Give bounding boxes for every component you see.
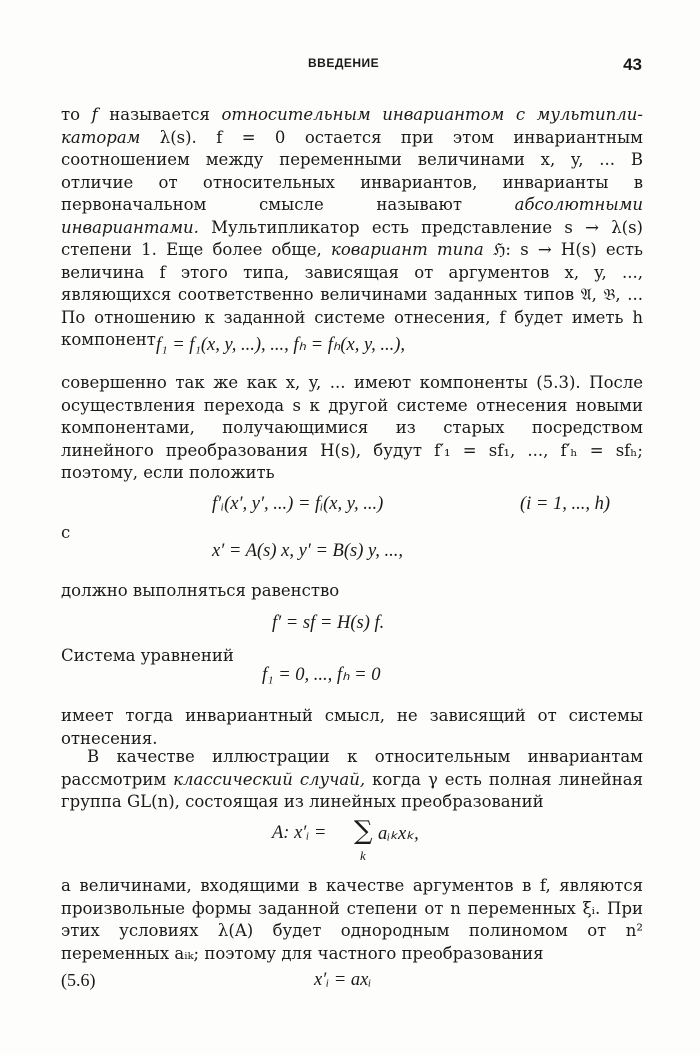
connector-word: с — [61, 523, 71, 542]
equation-system: f₁ = 0, ..., fₕ = 0 — [262, 665, 381, 685]
page-header — [0, 56, 700, 78]
running-head: ВВЕДЕНИЕ — [308, 56, 380, 70]
term-classical-case: классический случай, — [173, 769, 366, 789]
equation-coordinate-change: x′ = A(s) x, y′ = B(s) y, ..., — [212, 541, 403, 561]
paragraph-6: В качестве иллюстрации к относительным инвариантам рассмотрим классический случай, когда γ есть полная линейная группа GL(n), состоящая из линейных преобразований — [61, 747, 643, 811]
summation-symbol: ∑ — [354, 816, 373, 846]
equation-components: f₁ = f₁(x, y, ...), ..., fₕ = fₕ(x, y, ...), — [156, 335, 406, 355]
equation-f-prime: f′ = sf = H(s) f. — [272, 613, 385, 633]
paragraph-5: имеет тогда инвариантный смысл, не зависящий от системы отнесения. — [61, 706, 643, 748]
paragraph-3: должно выполняться равенство — [61, 581, 340, 600]
equation-scaling: x′ᵢ = axᵢ — [314, 970, 372, 990]
summation-index: k — [360, 848, 366, 863]
equation-transform-rule: f′ᵢ(x′, y′, ...) = fᵢ(x, y, ...) — [212, 494, 384, 514]
equation-lhs: A: x′ᵢ = — [272, 823, 327, 843]
paragraph-7: а величинами, входящими в качестве аргументов в f, являются произвольные формы заданной степени от n переменных ξᵢ. При этих условиях λ(A) будет однородным полиномом от n² переменных aᵢₖ; поэтому для частного преобразования — [61, 876, 643, 963]
equation-linear-transform — [272, 816, 472, 870]
term-absolute-invariants: абсолютными инвариантами. — [61, 195, 643, 237]
equation-index-range: (i = 1, ..., h) — [520, 494, 611, 514]
paragraph-1: то f называется относительным инвариантом с мультипли-каторам λ(s). f = 0 остается при этом инвариантным соотношением между переменными величинами x, y, ... В отличие от относительных инвариантов, инварианты в первоначальном смысле называют абсолютными инвариантами. Мультипликатор есть представление s → λ(s) степени 1. Еще более обще, ковариант типа ℌ: s → H(s) есть величина f этого типа, зависящая от аргументов x, y, ..., являющихся соответственно величинами заданных типов 𝔄, 𝔅, ... По отношению к заданной системе отнесения, f будет иметь h компонент — [61, 105, 643, 349]
paragraph-4: Система уравнений — [61, 646, 234, 665]
equation-number: (5.6) — [61, 970, 96, 990]
term-relative-invariant: относительным инвариантом с мультипли-каторам — [61, 105, 643, 147]
equation-rhs: aᵢₖxₖ, — [378, 824, 419, 844]
page-number: 43 — [623, 55, 642, 74]
paragraph-2: совершенно так же как x, y, ... имеют компоненты (5.3). После осуществления перехода s к другой системе отнесения новыми компонентами, получающимися из старых посредством линейного преобразования H(s), будут f′₁ = sf₁, ..., f′ₕ = sfₕ; поэтому, если положить — [61, 373, 643, 482]
term-covariant-type: ковариант типа — [331, 240, 484, 259]
